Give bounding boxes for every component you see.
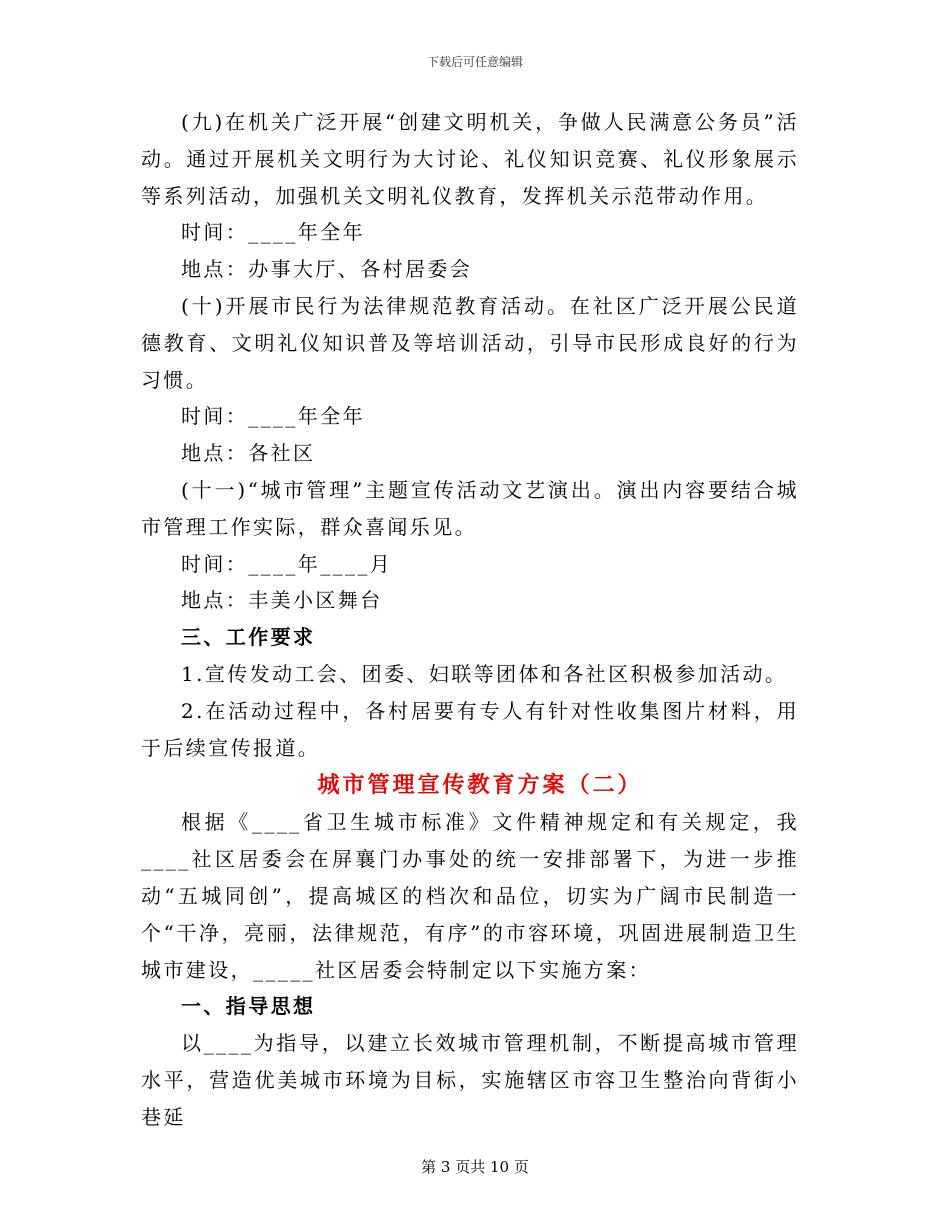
- location-line-11: 地点：丰美小区舞台: [181, 588, 383, 613]
- page-header: 下载后可任意编辑: [426, 55, 523, 69]
- location-line-9: 地点：办事大厅、各村居委会: [181, 257, 473, 282]
- location-line-10: 地点：各社区: [181, 441, 316, 466]
- section-heading-work-requirements: 三、工作要求: [181, 625, 316, 650]
- paragraph-item-11: (十一)“城市管理”主题宣传活动文艺演出。演出内容要结合城市管理工作实际，群众喜闻乐见。: [141, 477, 799, 539]
- page-footer: 第 3 页共 10 页: [421, 1158, 529, 1176]
- paragraph-item-10: (十)开展市民行为法律规范教育活动。在社区广泛开展公民道德教育、文明礼仪知识普及等培训活动，引导市民形成良好的行为习惯。: [141, 293, 799, 392]
- document-body: [141, 104, 799, 1136]
- section-heading-guiding-ideology: 一、指导思想: [181, 994, 316, 1019]
- time-line-11: 时间：____年____月: [181, 551, 393, 576]
- intro-paragraph: 根据《____省卫生城市标准》文件精神规定和有关规定，我____社区居委会在屏襄门办事处的统一安排部署下，为进一步推动“五城同创”，提高城区的档次和品位，切实为广阔市民制造一个“干净，亮丽，法律规范，有序”的市容环境，巩固进展制造卫生城市建设，_____社区居委会特制定以下实施方案：: [141, 810, 799, 982]
- guiding-paragraph: 以____为指导，以建立长效城市管理机制，不断提高城市管理水平，营造优美城市环境为目标，实施辖区市容卫生整治向背街小巷延: [141, 1031, 799, 1129]
- time-line-9: 时间：____年全年: [181, 220, 365, 245]
- requirement-1: 1.宣传发动工会、团委、妇联等团体和各社区积极参加活动。: [181, 661, 788, 686]
- requirement-2: 2.在活动过程中，各村居要有专人有针对性收集图片材料，用于后续宣传报道。: [141, 698, 799, 760]
- document-title: 城市管理宣传教育方案（二）: [317, 772, 643, 799]
- time-line-10: 时间：____年全年: [181, 404, 365, 429]
- paragraph-item-9: (九)在机关广泛开展“创建文明机关，争做人民满意公务员”活动。通过开展机关文明行为大讨论、礼仪知识竞赛、礼仪形象展示等系列活动，加强机关文明礼仪教育，发挥机关示范带动作用。: [141, 110, 799, 208]
